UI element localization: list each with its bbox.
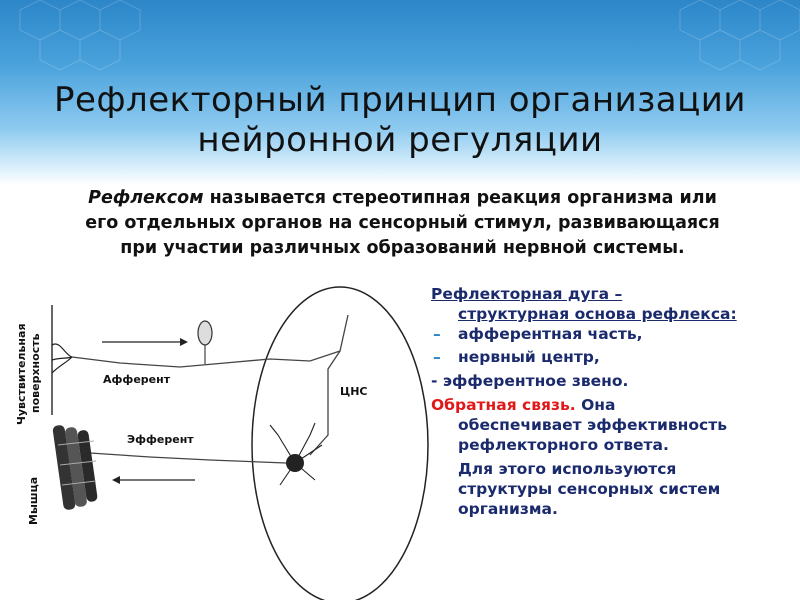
sensory-ganglion-icon	[198, 321, 212, 345]
receptor-icon	[52, 344, 72, 373]
efferent-fiber	[90, 453, 286, 463]
feedback-line-3: рефлекторного ответа.	[458, 436, 669, 454]
arc-item-afferent-text: афферентная часть,	[458, 325, 643, 343]
motor-neuron-dendrites	[270, 423, 322, 485]
arc-item-center	[431, 347, 791, 367]
efferent-label: Эфферент	[127, 433, 194, 446]
afferent-arrowhead	[180, 338, 188, 346]
afferent-label: Афферент	[103, 373, 171, 386]
slide-title	[0, 80, 800, 160]
reflex-definition	[30, 186, 775, 261]
arc-item-center-text: нервный центр,	[458, 348, 600, 366]
definition-term: Рефлексом	[88, 188, 204, 208]
cns-oval	[252, 287, 428, 600]
arc-heading-line-1: Рефлекторная дуга –	[431, 285, 623, 303]
dash-bullet-icon: –	[433, 325, 441, 343]
para2-line-1: Для этого используются	[458, 460, 677, 478]
dash-bullet-icon: –	[433, 348, 441, 366]
sensory-surface-label-2: поверхность	[29, 333, 42, 413]
arc-item-afferent	[431, 324, 791, 344]
reflex-arc-description	[431, 284, 791, 519]
reflex-arc-diagram	[10, 285, 430, 600]
muscle-icon	[52, 425, 98, 511]
definition-line-2: его отдельных органов на сенсорный стимул, развивающаяся	[85, 213, 720, 233]
feedback-line-1-text: Она	[575, 396, 616, 414]
arc-item-efferent: - эфферентное звено.	[431, 372, 629, 390]
arc-heading-line-2: структурная основа рефлекса:	[458, 305, 737, 323]
efferent-arrowhead	[112, 476, 120, 484]
sensory-surface-label-1: Чувствительная	[15, 323, 28, 425]
para2-line-2: структуры сенсорных систем	[458, 480, 721, 498]
cns-label: ЦНС	[340, 385, 368, 398]
title-line-2: нейронной регуляции	[197, 120, 603, 160]
feedback-heading: Обратная связь.	[431, 396, 576, 414]
para2-line-3: организма.	[458, 500, 558, 518]
interneuron-path	[310, 351, 340, 455]
definition-line-3: при участии различных образований нервной системы.	[120, 238, 685, 258]
muscle-label: Мышца	[27, 476, 40, 525]
feedback-line-2: обеспечивает эффективность	[458, 416, 728, 434]
definition-line-1: называется стереотипная реакция организма или	[203, 188, 717, 208]
feedback-line-1	[431, 395, 791, 415]
title-line-1: Рефлекторный принцип организации	[54, 80, 746, 120]
